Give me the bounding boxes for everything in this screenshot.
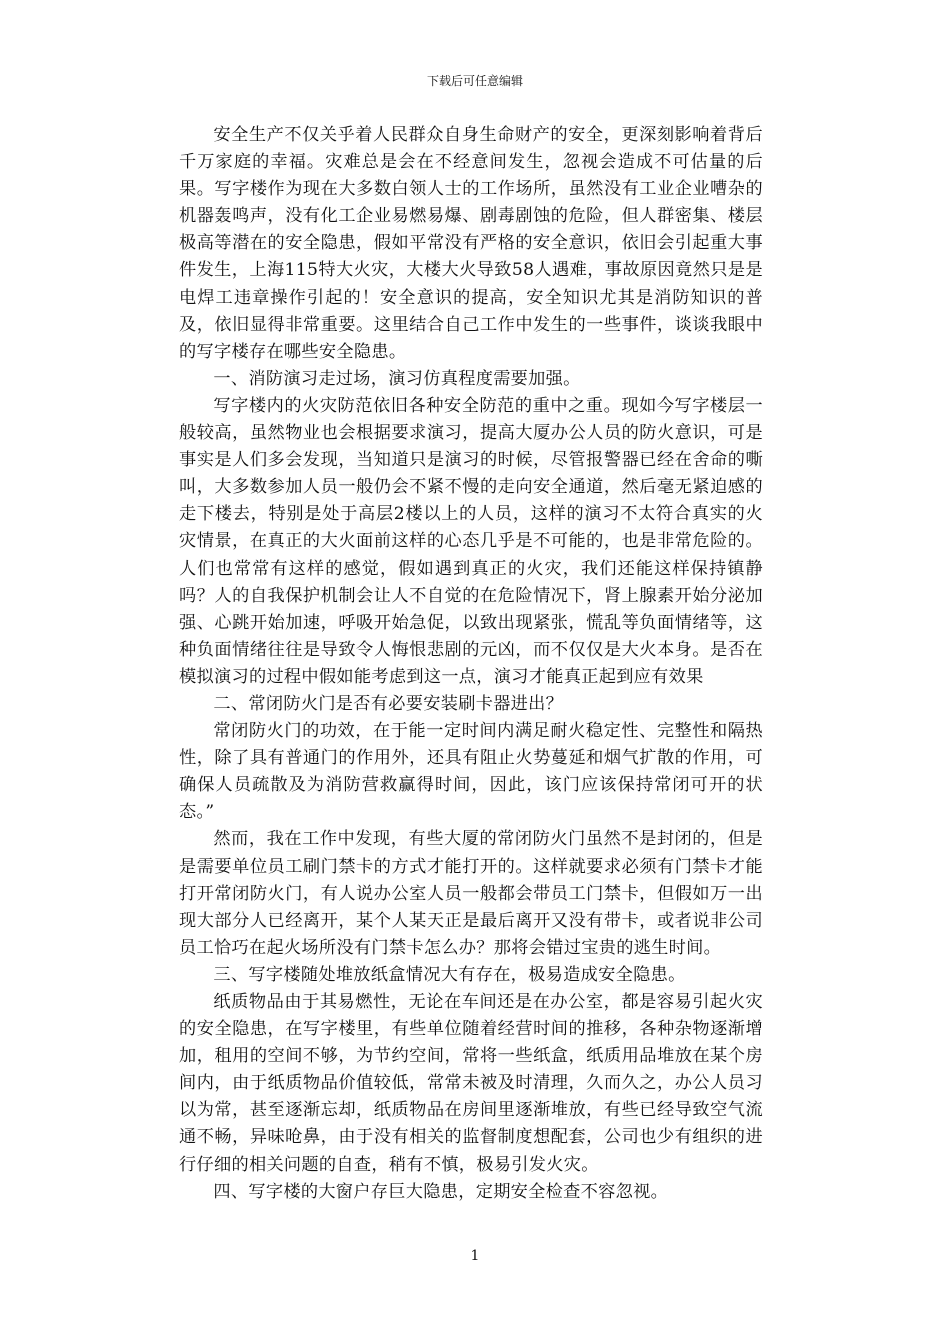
paragraph-paper-boxes: 纸质物品由于其易燃性，无论在车间还是在办公室，都是容易引起火灾的安全隐患，在写字楼里，有些单位随着经营时间的推移，各种杂物逐渐增加，租用的空间不够，为节约空间，常将一些纸盒，纸质用品堆放在某个房间内，由于纸质物品价值较低，常常未被及时清理，久而久之，办公人员习以为常，甚至逐渐忘却，纸质物品在房间里逐渐堆放，有些已经导致空气流通不畅，异味呛鼻，由于没有相关的监督制度想配套，公司也少有组织的进行仔细的相关问题的自查，稍有不慎，极易引发火灾。 xyxy=(179,992,763,1175)
page-number: 1 xyxy=(470,1248,480,1264)
section-heading-2: 二、常闭防火门是否有必要安装刷卡器进出？ xyxy=(213,693,564,714)
page-header: 下载后可任意编辑 xyxy=(426,74,523,88)
section-heading-3: 三、写字楼随处堆放纸盒情况大有存在，极易造成安全隐患。 xyxy=(213,964,686,985)
paragraph-intro: 安全生产不仅关乎着人民群众自身生命财产的安全，更深刻影响着背后千万家庭的幸福。灾难总是会在不经意间发生，忽视会造成不可估量的后果。写字楼作为现在大多数白领人士的工作场所，虽然没有工业企业嘈杂的机器轰鸣声，没有化工企业易燃易爆、剧毒剧蚀的危险，但人群密集、楼层极高等潜在的安全隐患，假如平常没有严格的安全意识，依旧会引起重大事件发生，上海115特大火灾，大楼大火导致58人遇难，事故原因竟然只是是电焊工违章操作引起的！安全意识的提高，安全知识尤其是消防知识的普及，依旧显得非常重要。这里结合自己工作中发生的一些事件，谈谈我眼中的写字楼存在哪些安全隐患。 xyxy=(179,125,763,362)
section-heading-1: 一、消防演习走过场，演习仿真程度需要加强。 xyxy=(213,368,581,389)
paragraph-fire-drill: 写字楼内的火灾防范依旧各种安全防范的重中之重。现如今写字楼层一般较高，虽然物业也会根据要求演习，提高大厦办公人员的防火意识，可是事实是人们多会发现，当知道只是演习的时候，尽管报警器已经在舍命的嘶叫，大多数参加人员一般仍会不紧不慢的走向安全通道，然后毫无紧迫感的走下楼去，特别是处于高层2楼以上的人员，这样的演习不太符合真实的火灾情景，在真正的大火面前这样的心态几乎是不可能的，也是非常危险的。人们也常常有这样的感觉，假如遇到真正的火灾，我们还能这样保持镇静吗？人的自我保护机制会让人不自觉的在危险情况下，肾上腺素开始分泌加强、心跳开始加速，呼吸开始急促，以致出现紧张，慌乱等负面情绪等，这种负面情绪往往是导致令人悔恨悲剧的元凶，而不仅仅是大火本身。是否在模拟演习的过程中假如能考虑到这一点，演习才能真正起到应有效果 xyxy=(179,395,763,687)
paragraph-fire-door-function: 常闭防火门的功效，在于能一定时间内满足耐火稳定性、完整性和隔热性，除了具有普通门的作用外，还具有阻止火势蔓延和烟气扩散的作用，可确保人员疏散及为消防营救赢得时间，因此，该门应该保持常闭可开的状态。” xyxy=(179,721,763,823)
document-body xyxy=(179,122,763,1206)
section-heading-4: 四、写字楼的大窗户存巨大隐患，定期安全检查不容忽视。 xyxy=(213,1181,669,1202)
paragraph-fire-door-card: 然而，我在工作中发现，有些大厦的常闭防火门虽然不是封闭的，但是是需要单位员工刷门禁卡的方式才能打开的。这样就要求必须有门禁卡才能打开常闭防火门，有人说办公室人员一般都会带员工门禁卡，但假如万一出现大部分人已经离开，某个人某天正是最后离开又没有带卡，或者说非公司员工恰巧在起火场所没有门禁卡怎么办？那将会错过宝贵的逃生时间。 xyxy=(179,829,763,958)
